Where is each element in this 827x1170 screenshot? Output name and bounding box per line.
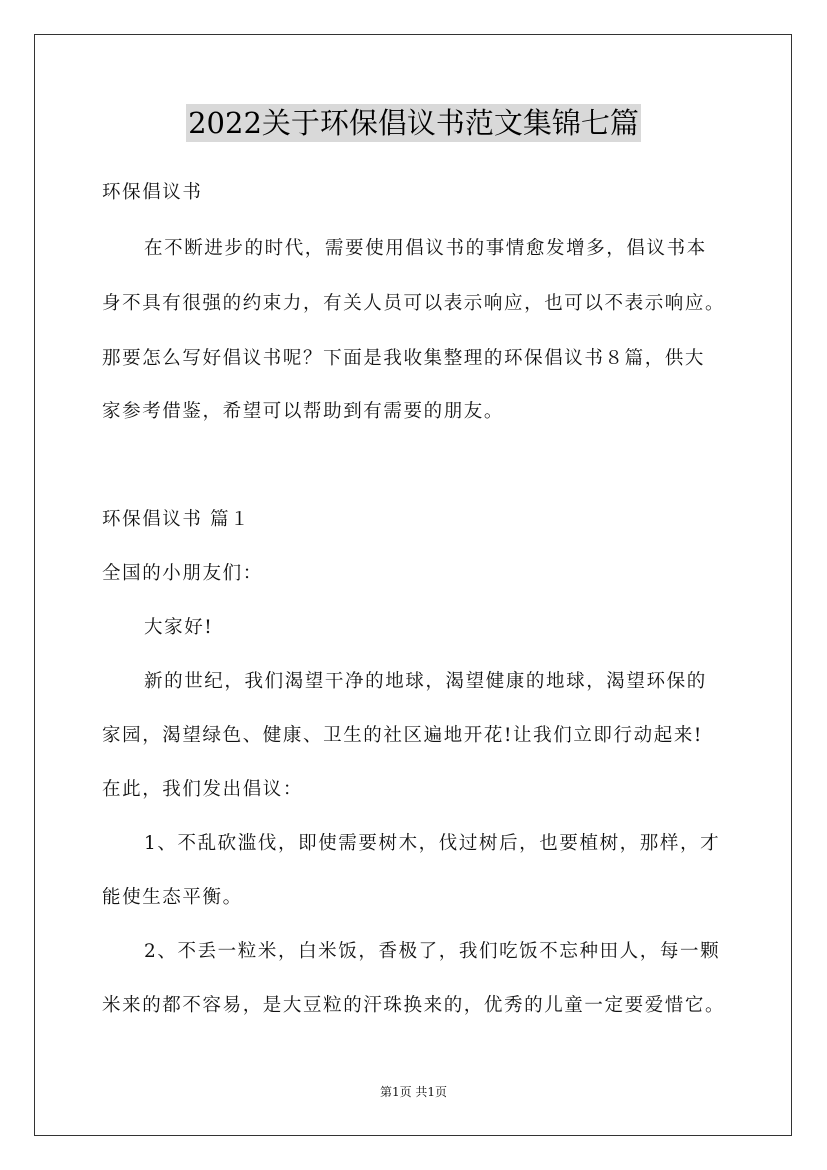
intro-paragraph-line: 家参考借鉴，希望可以帮助到有需要的朋友。 — [102, 401, 505, 422]
salutation: 全国的小朋友们： — [102, 563, 263, 584]
document-title: 2022关于环保倡议书范文集锦七篇 — [188, 106, 639, 140]
body-paragraph-line: 能使生态平衡。 — [102, 887, 243, 908]
body-paragraph-line: 1、不乱砍滥伐，即使需要树木，伐过树后，也要植树，那样，才 — [144, 833, 721, 854]
greeting: 大家好! — [144, 617, 214, 638]
body-paragraph-line: 在此，我们发出倡议： — [102, 779, 304, 800]
body-paragraph-line: 新的世纪，我们渴望干净的地球，渴望健康的地球，渴望环保的 — [144, 671, 707, 692]
intro-paragraph-line: 那要怎么写好倡议书呢？下面是我收集整理的环保倡议书８篇，供大 — [102, 348, 706, 369]
body-paragraph-line: 2、不丢一粒米，白米饭，香极了，我们吃饭不忘种田人，每一颗 — [144, 941, 721, 962]
intro-paragraph-line: 在不断进步的时代，需要使用倡议书的事情愈发增多，倡议书本 — [144, 238, 707, 259]
intro-heading: 环保倡议书 — [102, 182, 203, 203]
intro-paragraph-line: 身不具有很强的约束力，有关人员可以表示响应，也可以不表示响应。 — [102, 293, 726, 314]
body-paragraph-line: 家园，渴望绿色、健康、卫生的社区遍地开花!让我们立即行动起来! — [102, 725, 703, 746]
title-container — [0, 104, 827, 142]
section-heading: 环保倡议书 篇１ — [102, 509, 251, 530]
page-number: 第1页 共1页 — [379, 1085, 448, 1099]
body-paragraph-line: 米来的都不容易，是大豆粒的汗珠换来的，优秀的儿童一定要爱惜它。 — [102, 995, 726, 1016]
